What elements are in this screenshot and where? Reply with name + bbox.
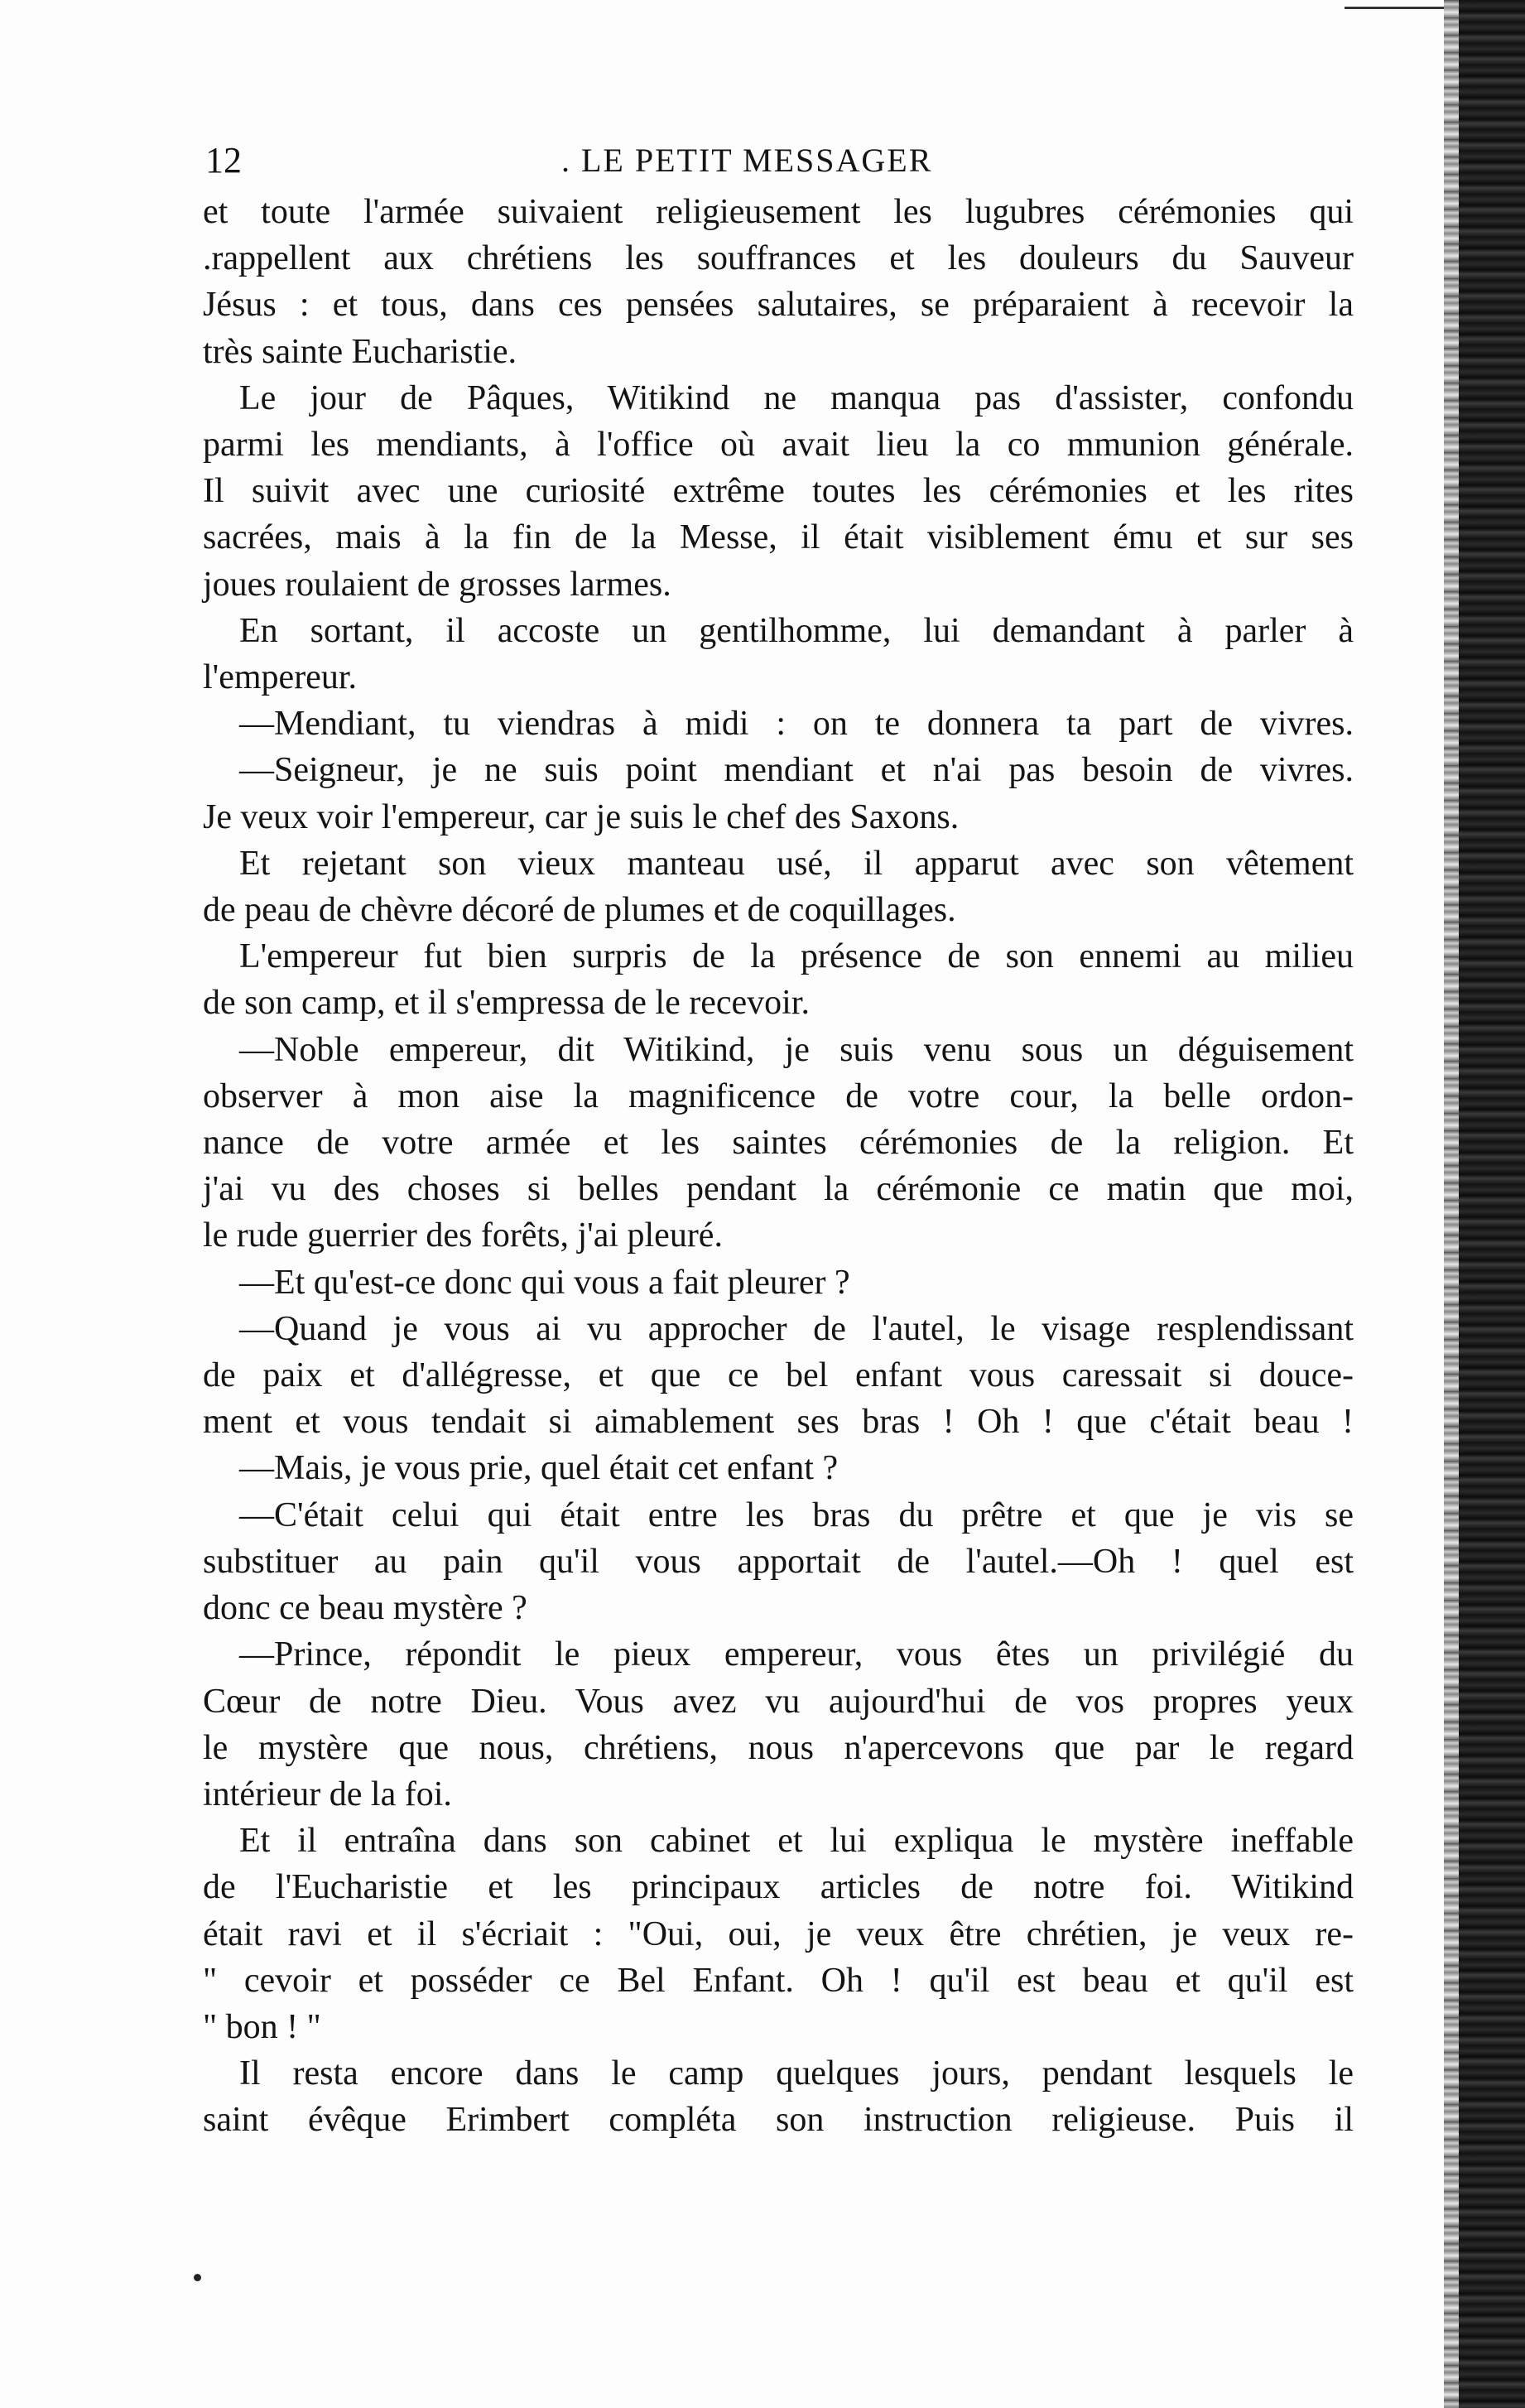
text-line: Il suivit avec une curiosité extrême toutes les cérémonies et les rites: [203, 472, 1354, 511]
text-line: ment et vous tendait si aimablement ses bras ! Oh ! que c'était beau !: [203, 1403, 1354, 1442]
text-line: substituer au pain qu'il vous apportait de l'autel.—Oh ! quel est: [203, 1542, 1354, 1581]
text-line: le mystère que nous, chrétiens, nous n'apercevons que par le regard: [203, 1728, 1354, 1767]
text-line: —Mendiant, tu viendras à midi : on te donnera ta part de vivres.: [239, 705, 1354, 744]
page-number: 12: [205, 140, 242, 181]
text-line: de l'Eucharistie et les principaux articles de notre foi. Witikind: [203, 1868, 1354, 1907]
text-line: était ravi et il s'écriait : "Oui, oui, je veux être chrétien, je veux re-: [203, 1914, 1354, 1953]
text-line: En sortant, il accoste un gentilhomme, lui demandant à parler à: [239, 611, 1354, 650]
text-line: L'empereur fut bien surpris de la présence de son ennemi au milieu: [239, 937, 1354, 976]
text-line: .rappellent aux chrétiens les souffrances et les douleurs du Sauveur: [203, 239, 1354, 278]
text-line: joues roulaient de grosses larmes.: [203, 565, 671, 604]
text-line: de peau de chèvre décoré de plumes et de coquillages.: [203, 891, 956, 930]
text-line: " bon ! ": [203, 2007, 321, 2046]
book-binding-edge: [1459, 0, 1525, 2408]
text-line: Il resta encore dans le camp quelques jours, pendant lesquels le: [239, 2054, 1354, 2093]
text-line: Et rejetant son vieux manteau usé, il apparut avec son vêtement: [239, 844, 1354, 883]
top-rule: [1345, 7, 1444, 9]
text-line: très sainte Eucharistie.: [203, 332, 517, 371]
text-line: parmi les mendiants, à l'office où avait lieu la co mmunion générale.: [203, 426, 1354, 465]
text-line: intérieur de la foi.: [203, 1775, 452, 1813]
text-line: Le jour de Pâques, Witikind ne manqua pas d'assister, confondu: [239, 378, 1354, 417]
ink-speck: [194, 2274, 201, 2281]
text-line: nance de votre armée et les saintes cérémonies de la religion. Et: [203, 1124, 1354, 1163]
text-line: —Seigneur, je ne suis point mendiant et n'ai pas besoin de vivres.: [239, 751, 1354, 790]
text-line: —Quand je vous ai vu approcher de l'autel, le visage resplendissant: [239, 1309, 1354, 1348]
text-line: —Mais, je vous prie, quel était cet enfant ?: [239, 1449, 839, 1488]
text-line: Et il entraîna dans son cabinet et lui expliqua le mystère ineffable: [239, 1822, 1354, 1861]
text-line: le rude guerrier des forêts, j'ai pleuré.: [203, 1216, 723, 1255]
text-line: de paix et d'allégresse, et que ce bel enfant vous caressait si douce-: [203, 1356, 1354, 1395]
text-line: sacrées, mais à la fin de la Messe, il était visiblement ému et sur ses: [203, 518, 1354, 557]
text-line: —Noble empereur, dit Witikind, je suis venu sous un déguisement: [239, 1030, 1354, 1069]
text-line: —Prince, répondit le pieux empereur, vous êtes un privilégié du: [239, 1635, 1354, 1674]
text-line: et toute l'armée suivaient religieusement les lugubres cérémonies qui: [203, 193, 1354, 231]
text-line: —Et qu'est-ce donc qui vous a fait pleurer ?: [239, 1263, 850, 1302]
text-line: Je veux voir l'empereur, car je suis le chef des Saxons.: [203, 797, 960, 836]
text-line: observer à mon aise la magnificence de votre cour, la belle ordon-: [203, 1076, 1354, 1115]
text-line: Cœur de notre Dieu. Vous avez vu aujourd'hui de vos propres yeux: [203, 1682, 1354, 1721]
text-line: saint évêque Erimbert compléta son instruction religieuse. Puis il: [203, 2101, 1354, 2140]
body-text: [203, 189, 1354, 2144]
running-title: . LE PETIT MESSAGER: [561, 142, 933, 179]
text-line: de son camp, et il s'empressa de le recevoir.: [203, 984, 810, 1023]
page-header: [205, 139, 1348, 189]
text-line: donc ce beau mystère ?: [203, 1589, 527, 1628]
text-line: —C'était celui qui était entre les bras du prêtre et que je vis se: [239, 1495, 1354, 1534]
text-line: j'ai vu des choses si belles pendant la cérémonie ce matin que moi,: [203, 1170, 1354, 1209]
text-line: l'empereur.: [203, 658, 357, 697]
text-line: " cevoir et posséder ce Bel Enfant. Oh ! qu'il est beau et qu'il est: [203, 1961, 1354, 2000]
page-edge-shadow: [1444, 0, 1459, 2408]
text-line: Jésus : et tous, dans ces pensées salutaires, se préparaient à recevoir la: [203, 286, 1354, 325]
